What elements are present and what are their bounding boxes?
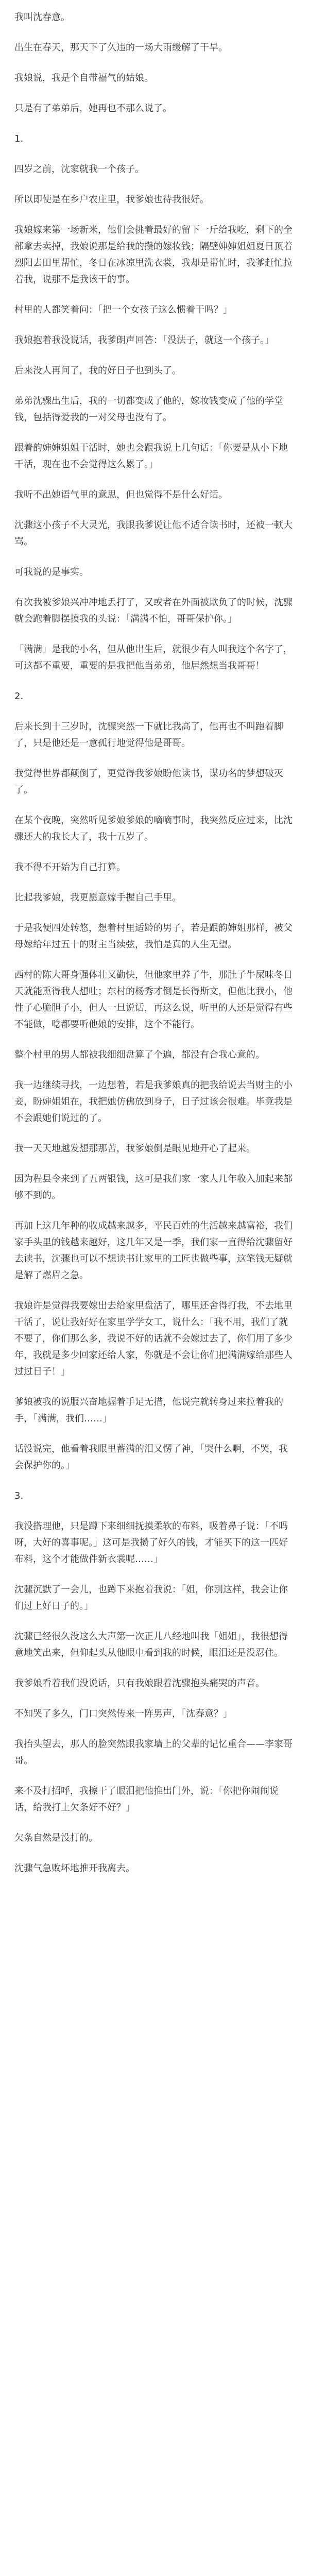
paragraph: 只是有了弟弟后，她再也不那么说了。 — [14, 103, 172, 114]
section-number: 我没搭理他，只是蹲下来细细抚摸柔软的布料，吸着鼻子说：「不吗呀，大好的喜事呢。」这可是我攒了好久的钱，才能买下的这一匹好布料，这个才能做件新衣裳呢……」 — [14, 1521, 288, 1565]
section-number: 2. — [14, 691, 24, 702]
paragraph: 「满满」是我的小名，但从他出生后，就很少有人叫我这个名字了，可这都不重要，重要的是我把他当弟弟，他居然想当我哥哥！ — [14, 644, 293, 671]
paragraph: 我一边继续寻找，一边想着，若是我爹娘真的把我给说去当财主的小妾，盼婶姐姐在，我把她仿佛放到身子，日子过该会很难。毕竟我是不会跟她们说过的了。 — [14, 1080, 293, 1124]
paragraph: 我叫沈春意。 — [14, 12, 70, 23]
paragraph: 3. — [14, 1490, 24, 1501]
paragraph: 后来长到十三岁时，沈骤突然一下就比我高了，他再也不叫跑着脚了，只是他还是一意孤行地觉得他是哥哥。 — [14, 721, 283, 749]
paragraph: 在某个夜晚，突然听见爹娘爹娘的嘀嘀事时，我突然反应过来，比沈骤还大的我长大了，我十五岁了。 — [14, 815, 293, 842]
paragraph: 不知哭了多久，门口突然传来一阵男声，「沈春意？」 — [14, 1708, 232, 1719]
paragraph: 西村的陈大哥身强体壮又勤快，但他家里养了牛，那肚子牛屎味冬日天就能熏得我人想吐；东村的杨秀才倒是长得斯文，但他比我小，他性子心脆胆子小，但人一旦说话，再这么说，听里的人还是觉得有些不能做，唸都要听他娘的安排，这个不能行。 — [14, 970, 293, 1030]
paragraph: 沈骤沉默了一会儿，也蹲下来抱着我说：「姐，你别这样，我会让你们过上好日子的。」 — [14, 1584, 288, 1612]
paragraph: 因为程县令来到了五两银钱，这可是我们家一家人几年收入加起来都够不到的。 — [14, 1174, 293, 1201]
paragraph: 弟弟沈骤出生后，我的一切都变成了他的，嫁妆钱变成了他的学堂钱，包括得爱我的一对父母也没有了。 — [14, 396, 283, 423]
paragraph: 我一天天地越发想那那苦，我爹娘倒是眼见地开心了起来。 — [14, 1143, 255, 1154]
paragraph: 我爹娘看着我们没说话，只有我娘跟着沈骤抱头痛哭的声音。 — [14, 1678, 265, 1689]
paragraph: 村里的人都笑着问：「把一个女孩子这么惯着干吗？」 — [14, 304, 232, 315]
paragraph: 有次我被爹娘兴冲冲地丢打了，又或者在外面被欺负了的时候，沈骤就会跑着脚摆摸我的头说：「满满不怕，哥哥保护你。」 — [14, 597, 293, 624]
paragraph: 四岁之前，沈家就我一个孩子。 — [14, 164, 144, 175]
paragraph: 沈骤已经很久没这么大声第一次正儿八经地叫我「姐姐」，我很想得意地笑出来，但仰起头从他眼中看到我的时候，眼泪还是没忍住。 — [14, 1631, 288, 1658]
paragraph: 我娘抱着我没说话，我爹朗声回答：「没法子，就这一个孩子。」 — [14, 335, 274, 346]
paragraph: 欠条自然是没打的。 — [14, 1833, 98, 1843]
paragraph: 我娘嫁来第一场新米，他们会挑着最好的留下一斤给我吃，剩下的全部拿去卖掉，我娘说那是给我的攒的嫁妆钱；隔壁婶婶姐姐夏日顶着烈阳去田里帮忙，冬日在冰凉里洗衣裳，我却是帮忙时，我爹赶忙拉着我，说那不是我该干的事。 — [14, 225, 293, 285]
paragraph: 所以即使是在乡户农庄里，我爹娘也待我很好。 — [14, 194, 209, 205]
paragraph: 我听不出她语气里的意思，但也觉得不是什么好话。 — [14, 489, 228, 500]
section-number: 1. — [14, 133, 24, 144]
paragraph: 跟着韵婶婶姐姐干活时，她也会跟我说上几句话：「你要是从小下地干活，现在也不会觉得这么累了。」 — [14, 443, 288, 470]
paragraph: 可我说的是事实。 — [14, 567, 89, 578]
paragraph: 比起我爹娘，我更愿意嫁手握自己手里。 — [14, 892, 181, 903]
paragraph: 话没说完，他看着我眼里蓄满的泪又愣了神，「哭什么啊，不哭，我会保护你的。」 — [14, 1444, 288, 1471]
paragraph: 后来没人再问了，我的好日子也到头了。 — [14, 365, 181, 376]
paragraph: 我娘许是觉得我要嫁出去给家里盘活了，哪里还舍得打我，不去地里干活了，说让我好好在家里学学女工，说什么：「我不用，我们了就不要了，你们那么多，我说不好的话就不会嫁过去了，你们用了多少年，我就是多少回家还给人家，你就是不会让你们把满满嫁给那些人过过日子！」 — [14, 1300, 293, 1377]
paragraph: 来不及打招呼，我擦干了眼泪把他推出门外，说：「你把你闹闹说话，给我打上欠条好不好？」 — [14, 1786, 279, 1813]
paragraph: 再加上这几年种的收成越来越多，平民百姓的生活越来越富裕，我们家手头里的钱越来越好，这几年又是一季，我们家一直得给沈骤留好去读书，沈骤也可以不想读书让家里的工匠也做些事，这笔钱无疑就是解了燃眉之急。 — [14, 1221, 293, 1281]
paragraph: 我不得不开始为自己打算。 — [14, 862, 126, 873]
paragraph: 我抬头望去，那人的脸突然跟我家墙上的父辈的记忆重合——李家哥哥。 — [14, 1739, 293, 1766]
paragraph: 于是我便四处转悠，想着村里适龄的男子，若是跟韵婶姐那样，被父母嫁给年过五十的财主当续弦，我怕是真的人生无望。 — [14, 923, 293, 950]
paragraph: 整个村里的男人都被我细细盘算了个遍，都没有合我心意的。 — [14, 1049, 265, 1060]
paragraph: 我娘说，我是个自带福气的姑娘。 — [14, 73, 153, 83]
paragraph: 沈骤这小孩子不大灵光，我跟我爹说让他不适合读书时，还被一顿大骂。 — [14, 520, 293, 547]
paragraph: 沈骤气急败坏地推开我离去。 — [14, 1863, 135, 1874]
paragraph: 爹娘被我的说服兴奋地握着手足无措，他说完就转身过来拉着我的手，「满满，我们……」 — [14, 1397, 283, 1424]
paragraph: 我觉得世界都颠倒了，更觉得我爹娘盼他读书，谋功名的梦想破灭了。 — [14, 768, 283, 795]
paragraph: 出生在春天，那天下了久违的一场大雨缓解了干旱。 — [14, 42, 228, 53]
